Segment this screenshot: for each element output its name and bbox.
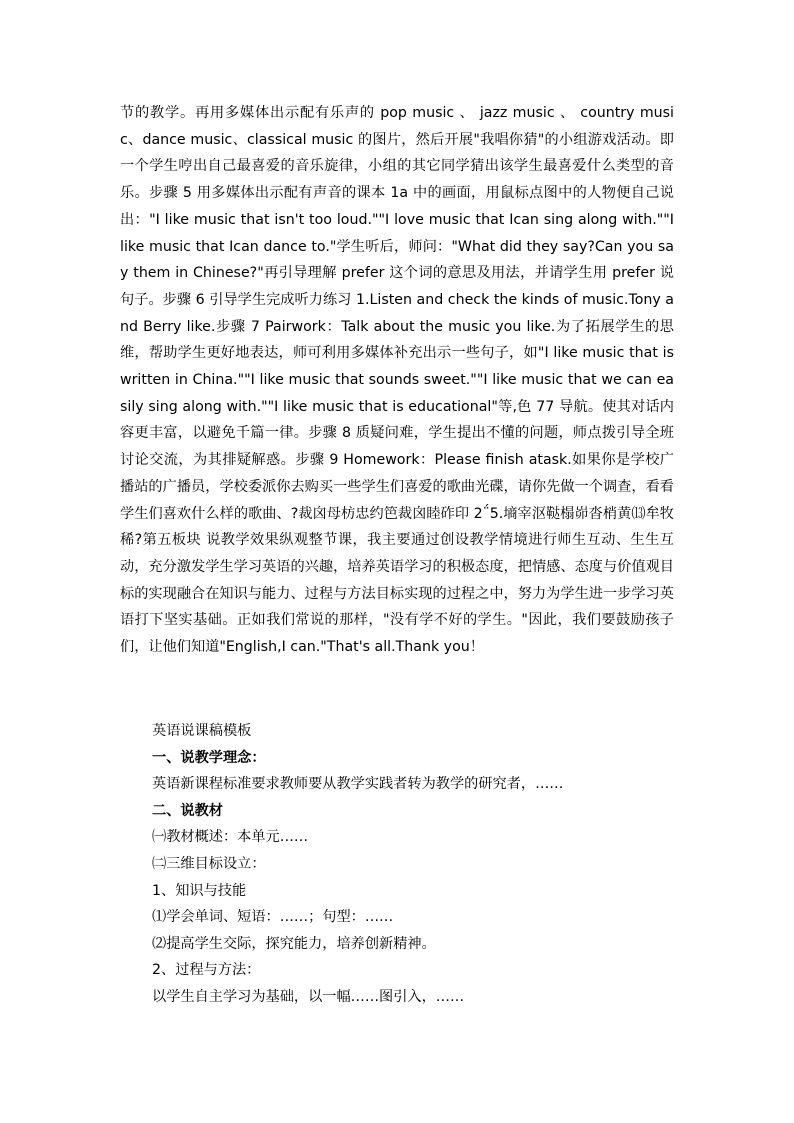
outline-line: 以学生自主学习为基础，以一幅……图引入，…… [152,988,465,1005]
outline-line: 2、过程与方法： [152,962,261,979]
body-paragraph: 节的教学。再用多媒体出示配有乐声的 pop music 、 jazz music 、 country music、dance music、classical music 的图片，然后开展"我唱你猜"的小组游戏活动。即一个学生哼出自己最喜爱的音乐旋律，小组的其它同学猜出该学生最喜爱什么类型的音乐。步骤 5 用多媒体出示配有声音的课本 1a 中的画面，用鼠标点图中的人物便自己说出："I like music that isn't too loud.""I love music that Ican sing along with.""I like music that Ican dance to."学生听后，师问："What did they say?Can you say them in Chinese?"再引导理解 prefer 这个词的意思及用法，并请学生用 prefer 说句子。步骤 6 引导学生完成听力练习 1.Listen and check the kinds of music.Tony and Berry like.步骤 7 Pairwork：Talk about the music you like.为了拓展学生的思维，帮助学生更好地表达，师可利用多媒体补充出示一些句子，如"I like music that is written in China.""I like music that sounds sweet.""I like music that we can easily sing along with.""I like music that is educational"等,色 77 导航。使其对话内容更丰富，以避免千篇一律。步骤 8 质疑问难，学生提出不懂的问题，师点拨引导全班讨论交流，为其排疑解惑。步骤 9 Homework：Please finish atask.如果你是学校广播站的广播员，学校委派你去购买一些学生们喜爱的歌曲光碟，请你先做一个调查，看看学生们喜欢什么样的歌曲、?裁囟母枋忠约笆裁囟睦砟印 2΅5.墒宰沤鞑榻峁沓梢黄⒀牟牧稀?第五板块 说教学效果纵观整节课，我主要通过创设教学情境进行师生互动、生生互动，充分激发学生学习英语的兴趣，培养英语学习的积极态度，把情感、态度与价值观目标的实现融合在知识与能力、过程与方法目标实现的过程之中，努力为学生进一步学习英语打下坚实基础。正如我们常说的那样，"没有学不好的学生。"因此，我们要鼓励孩子们，让他们知道"English,I can."That's all.Thank you！ [120,105,674,656]
outline-title: 英语说课稿模板 [152,723,252,739]
outline-line: ㈡三维目标设立： [152,855,266,872]
outline-line: ⑴学会单词、短语：……；句型：…… [152,909,394,926]
outline-line: ㈠教材概述：本单元…… [152,829,309,846]
section-heading-teaching-philosophy: 一、说教学理念： [152,749,266,766]
lesson-outline [152,718,712,1011]
outline-line: ⑵提高学生交际，探究能力，培养创新精神。 [152,935,436,952]
section-heading-teaching-material: 二、说教材 [152,802,223,819]
outline-line: 1、知识与技能 [152,882,247,899]
outline-line: 英语新课程标准要求教师要从教学实践者转为教学的研究者，…… [152,776,564,793]
